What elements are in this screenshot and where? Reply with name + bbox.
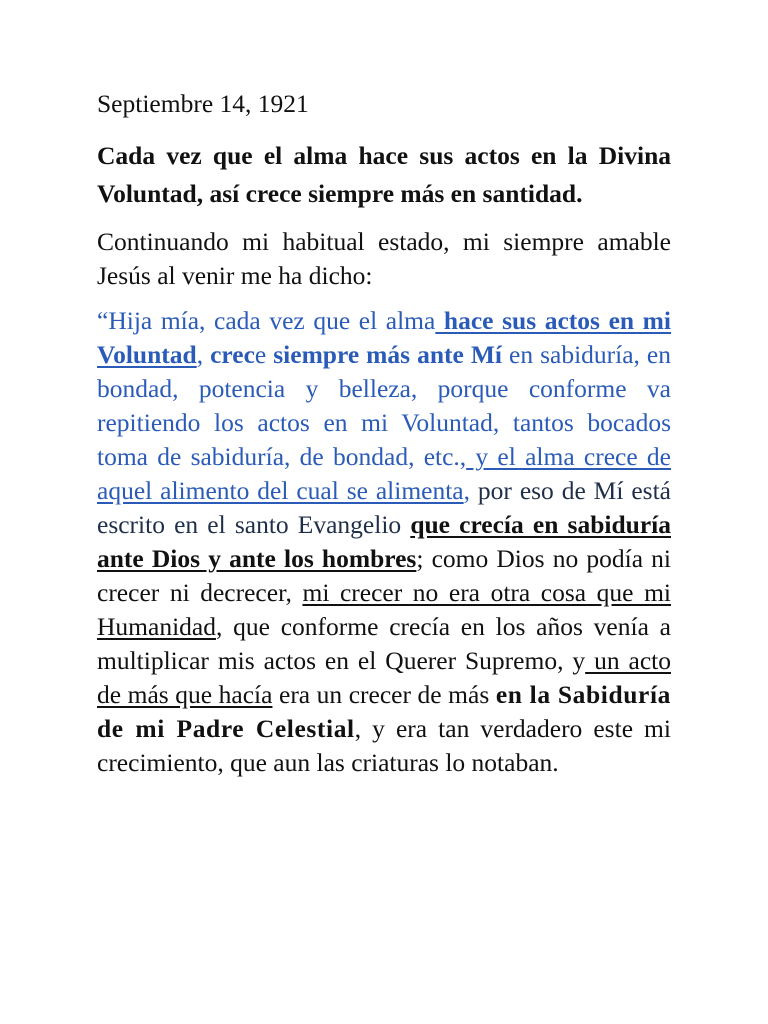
emphasis-before-me: siempre más ante Mí xyxy=(266,340,502,369)
underlined-humanity: mi crecer no era otra cosa que mi Humanidad xyxy=(97,578,671,641)
text-span: era un crecer de más xyxy=(272,680,496,709)
text-span: en sabiduría, en bondad, potencia y belleza, porque conforme va repitiendo los actos en mi Voluntad, tantos bocados toma de sabiduría, de bondad, etc., xyxy=(97,340,671,471)
text-span: , que conforme crecía en los años venía a multiplicar mis actos en el Querer Supremo, y xyxy=(97,612,671,675)
text-span: , y era tan verdadero este mi crecimiento, que aun las criaturas lo notaban. xyxy=(97,714,671,777)
entry-date: Septiembre 14, 1921 xyxy=(97,89,309,118)
emphasis-grows: crec xyxy=(210,340,255,369)
main-paragraph xyxy=(97,304,671,780)
chapter-heading: Cada vez que el alma hace sus actos en la Divina Voluntad, así crece siempre más en santidad. xyxy=(97,141,671,208)
intro-paragraph: Continuando mi habitual estado, mi siempre amable Jesús al venir me ha dicho: xyxy=(97,227,671,290)
underlined-one-more-act: un acto de más que hacía xyxy=(97,646,671,709)
text-span: por eso de Mí está escrito en el santo Evangelio xyxy=(97,476,671,539)
underlined-nourishment: y el alma crece de aquel alimento del cual se alimenta xyxy=(97,442,671,505)
text-span: , xyxy=(196,340,211,369)
emphasis-gospel-quote: que crecía en sabiduría ante Dios y ante los hombres xyxy=(97,510,671,573)
emphasis-wisdom-father: en la Sabiduría de mi Padre Celestial xyxy=(97,680,671,743)
text-span: , xyxy=(463,476,471,505)
quote-opening: “Hija mía, cada vez que el alma xyxy=(97,306,436,335)
text-span: ; como Dios no podía ni crecer ni decrecer, xyxy=(97,544,671,607)
emphasis-acts-in-will: hace sus actos en mi Voluntad xyxy=(97,306,671,369)
document-page xyxy=(97,86,671,780)
text-span: e xyxy=(254,340,267,369)
